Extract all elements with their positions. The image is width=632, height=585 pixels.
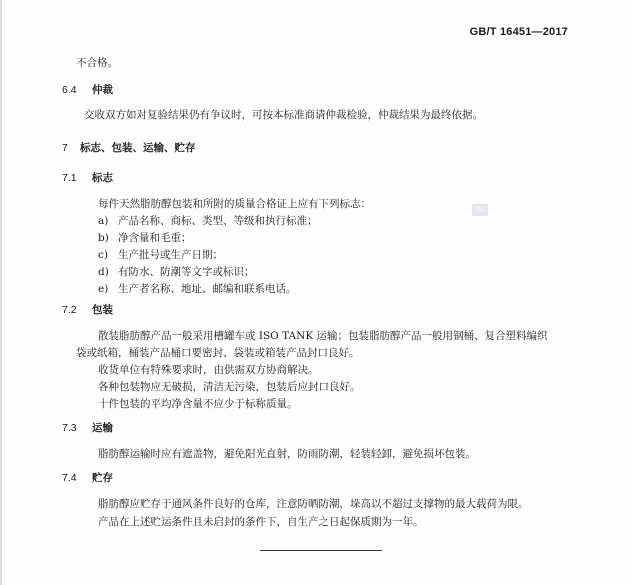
section-7-heading — [62, 140, 196, 155]
list-intro: 每件天然脂肪醇包装和所附的质量合格证上应有下列标志： — [98, 198, 371, 210]
section-7-2-heading — [62, 302, 113, 317]
list-marker: b) — [98, 232, 109, 244]
list-item — [98, 247, 223, 262]
paragraph: 产品在上述贮运条件且未启封的条件下，自生产之日起保质期为一年。 — [98, 516, 424, 528]
section-title: 仲裁 — [92, 84, 113, 96]
continuation-text: 不合格。 — [76, 57, 118, 69]
section-title: 标志 — [92, 172, 113, 184]
section-title: 标志、包装、运输、贮存 — [80, 142, 196, 154]
section-7-3-heading — [62, 420, 113, 435]
section-number: 7.1 — [62, 172, 77, 184]
list-text: 净含量和毛重； — [118, 232, 192, 244]
standard-number: GB/T 16451—2017 — [469, 26, 568, 38]
section-7-4-heading — [62, 470, 113, 485]
section-6-4-heading — [62, 82, 113, 97]
paragraph: 收货单位有特殊要求时，由供需双方协商解决。 — [98, 364, 319, 376]
list-marker: a) — [98, 215, 109, 227]
paragraph: 十件包装的平均净含量不应少于标称质量。 — [98, 398, 298, 410]
section-title: 贮存 — [92, 472, 113, 484]
section-number: 7.2 — [62, 304, 77, 316]
section-title: 运输 — [92, 422, 113, 434]
paragraph: 散装脂肪醇产品一般采用槽罐车或 ISO TANK 运输；包装脂肪醇产品一般用钢桶、复合塑料编织 — [98, 330, 548, 342]
paragraph: 脂肪醇运输时应有遮盖物，避免阳光直射，防雨防潮，轻装轻卸，避免损坏包装。 — [98, 448, 476, 460]
list-item — [98, 281, 297, 296]
paragraph: 交收双方如对复验结果仍有争议时，可按本标准商请仲裁检验，仲裁结果为最终依据。 — [84, 109, 483, 121]
section-number: 7 — [62, 142, 68, 154]
list-item — [98, 213, 318, 228]
list-marker: e) — [98, 283, 109, 295]
end-of-document-rule — [260, 550, 382, 551]
section-number: 6.4 — [62, 84, 77, 96]
list-item — [98, 230, 192, 245]
list-marker: d) — [98, 266, 109, 278]
paragraph: 脂肪醇应贮存于通风条件良好的仓库，注意防晒防潮，垛高以不超过支撑物的最大载荷为限。 — [98, 498, 529, 510]
section-7-1-heading — [62, 170, 113, 185]
list-text: 生产者名称、地址、邮编和联系电话。 — [118, 283, 297, 295]
paragraph: 各种包装物应无破损，清洁无污染，包装后应封口良好。 — [98, 381, 361, 393]
list-text: 生产批号或生产日期； — [118, 249, 223, 261]
list-text: 产品名称、商标、类型、等级和执行标准； — [118, 215, 318, 227]
list-text: 有防水、防潮等文字或标识； — [118, 266, 255, 278]
section-title: 包装 — [92, 304, 113, 316]
list-item — [98, 264, 255, 279]
section-number: 7.4 — [62, 472, 77, 484]
paragraph: 袋或纸箱，桶装产品桶口要密封、袋装或箱装产品封口良好。 — [76, 347, 360, 359]
watermark-logo: CNC — [472, 204, 488, 216]
section-number: 7.3 — [62, 422, 77, 434]
list-marker: c) — [98, 249, 108, 261]
